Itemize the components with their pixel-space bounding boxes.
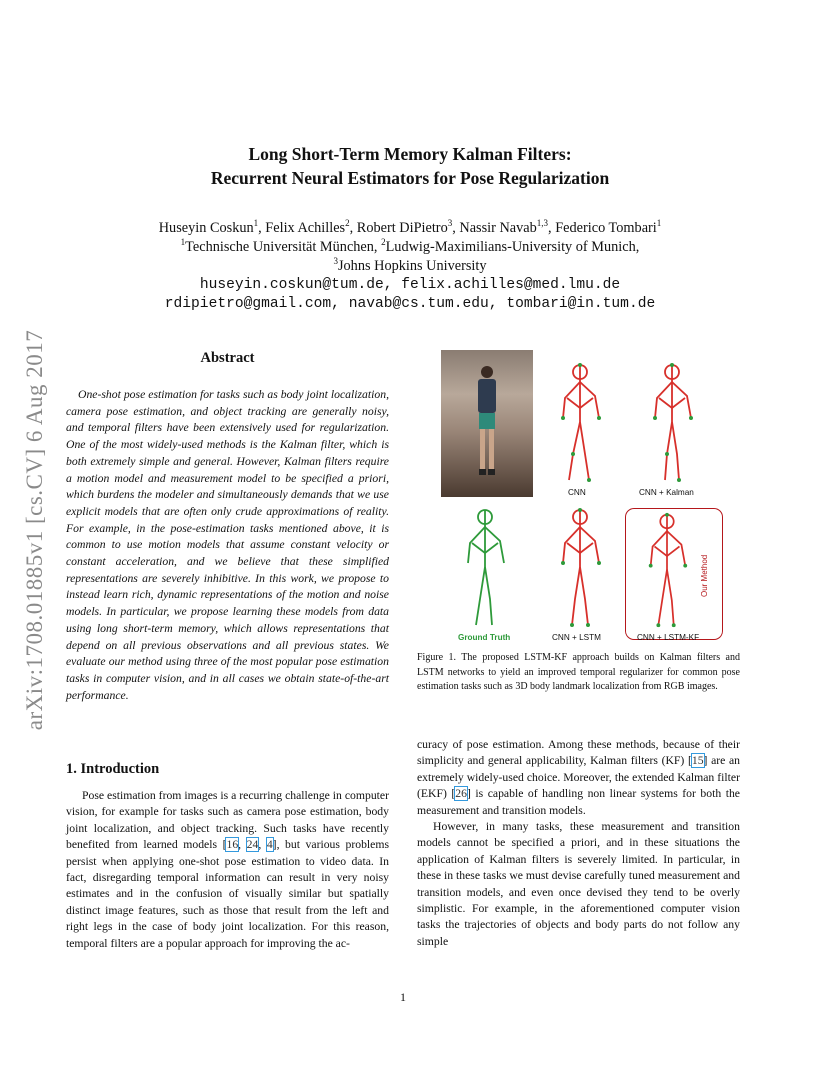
citation-link[interactable]: 15 xyxy=(691,754,704,768)
citation-link[interactable]: 16 xyxy=(226,838,239,852)
paper-title: Long Short-Term Memory Kalman Filters: Recurrent Neural Estimators for Pose Regularization xyxy=(210,144,610,188)
intro-heading: 1. Introduction xyxy=(66,761,160,777)
person-silhouette-icon xyxy=(475,364,499,484)
citation-link[interactable]: 26 xyxy=(455,787,467,801)
author-list: Huseyin Coskun$^1$, Felix Achilles$^2$, Robert DiPietro$^3$, Nassir Navab$^{1,3}$, Federico Tombari$^1$ xyxy=(158,218,662,236)
abstract-heading: Abstract xyxy=(200,350,255,366)
abstract-text: One-shot pose estimation for tasks such as body joint localization, camera pose estimation, and object tracking are generally noisy, and temporal filters have been extensively used for regularization. One of the most widely-used methods is the Kalman filter, which is both extremely simple and general. However, Kalman filters require a motion model and measurement model to be specified a priori, which burdens the modeler and simultaneously demands that we use explicit models that are often only crude approximations of reality. For example, in the pose-estimation tasks mentioned above, it is common to use motion models that assume constant velocity or constant acceleration, and we believe that these simplified representations are severely inhibitive. In this work, we propose to instead learn rich, dynamic representations of the motion and noise models. In particular, we propose learning these models from data using long short-term memory, which allows representations that depend on all previous observations and all previous states. We evaluate our method using three of the most popular pose estimation tasks in computer vision, and in all cases we obtain state-of-the-art performance. xyxy=(66,388,389,702)
figure-label: CNN + LSTM-KF xyxy=(637,633,700,642)
figure-label: CNN + Kalman xyxy=(639,488,694,497)
figure-label: CNN + LSTM xyxy=(552,633,601,642)
affiliation-line-2: $^3$Johns Hopkins University xyxy=(333,256,487,274)
author-block xyxy=(80,219,740,314)
email-line-2: rdipietro@gmail.com, navab@cs.tum.edu, tombari@in.tum.de xyxy=(164,296,656,312)
skeleton-cnn-kalman xyxy=(647,360,697,485)
skeleton-cnn-lstm xyxy=(555,505,605,630)
paragraph: However, in many tasks, these measurement and transition models cannot be specified a priori, and in these situations the application of Kalman filters is severely limited. In particular, in these in these tasks we must devise carefully tuned measurement and transition models, and even once devised they tend to be overly simplistic. For example, in the aforementioned computer vision tasks the trajectories of objects and body parts do not follow any simple xyxy=(417,820,740,948)
citation-link[interactable]: 4 xyxy=(266,838,273,852)
figure-label: CNN xyxy=(568,488,586,497)
citation-link[interactable]: 24 xyxy=(246,838,259,852)
paragraph: curacy of pose estimation. Among these methods, because of their simplicity and general applicability, Kalman filters (KF) [15] are an extremely widely-used choice. Moreover, the extended Kalman filter (EKF) [26] is capable of handling non linear systems for both the measurement and transition models. xyxy=(417,738,740,817)
skeleton-ground-truth xyxy=(460,505,510,630)
affiliation-line: $^1$Technische Universität München, $^2$Ludwig-Maximilians-University of Munich, xyxy=(180,237,640,255)
skeleton-cnn xyxy=(555,360,605,485)
page-number: 1 xyxy=(400,990,406,1004)
figure-caption: Figure 1. The proposed LSTM-KF approach builds on Kalman filters and LSTM networks to yield an improved temporal regularizer for common pose estimation tasks such as 3D body landmark localization from RGB images. xyxy=(417,652,740,692)
arxiv-stamp: arXiv:1708.01885v1 [cs.CV] 6 Aug 2017 xyxy=(22,329,47,731)
our-method-label: Our Method xyxy=(700,554,709,597)
figure-1 xyxy=(417,345,747,645)
person-photo xyxy=(441,350,533,497)
figure-label: Ground Truth xyxy=(458,633,511,642)
skeleton-cnn-lstm-kf xyxy=(642,510,692,630)
email-line-1: huseyin.coskun@tum.de, felix.achilles@med.lmu.de xyxy=(199,277,621,293)
right-column-text xyxy=(417,737,740,950)
intro-paragraph: Pose estimation from images is a recurring challenge in computer vision, for example for tasks such as camera pose estimation, body joint localization, and object tracking. Such tasks have recently benefited from learned models [16, 24, 4], but various problems persist when applying one-shot pose estimation to video data. In fact, disregarding temporal information can result in very noisy estimates and in the confusion of visually similar but spatially distinct image features, such as those that result from the left and right legs in the case of body joint localization. For this reason, temporal filters are a popular approach for improving the ac- xyxy=(66,789,390,950)
